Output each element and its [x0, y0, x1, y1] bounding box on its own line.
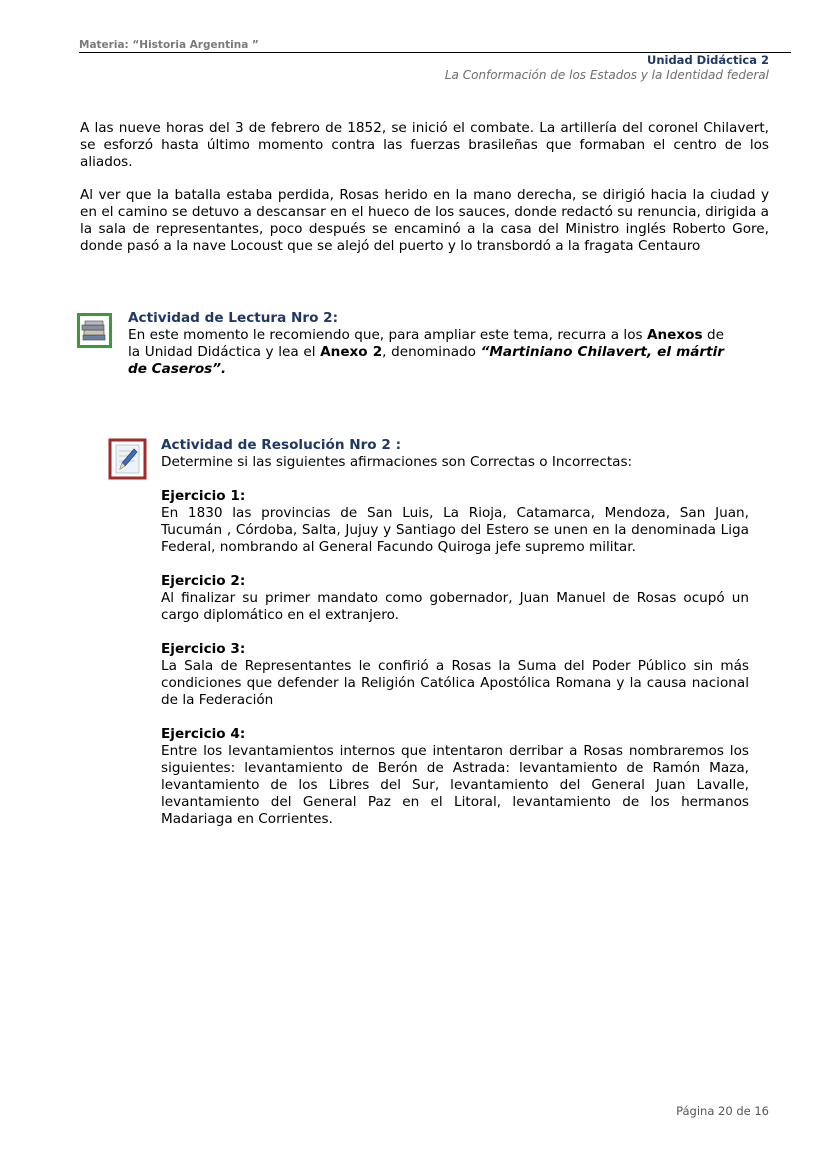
lectura-title: Actividad de Lectura Nro 2: — [128, 310, 339, 326]
lectura-bold-anexos: Anexos — [646, 327, 703, 343]
ejercicio-1-text: En 1830 las provincias de San Luis, La Rioja, Catamarca, Mendoza, San Juan, Tucumán , Córdoba, Salta, Jujuy y Santiago del Estero se unen en la denominada Liga Federal, nombrando al General Facundo Quiroga jefe supremo militar. — [161, 505, 749, 555]
resolucion-title: Actividad de Resolución Nro 2 : — [161, 437, 402, 453]
pencil-icon — [107, 436, 148, 481]
books-icon — [77, 313, 112, 348]
lectura-text-b: de la Unidad Didáctica y lea el — [128, 327, 724, 360]
lectura-text — [128, 327, 724, 378]
ejercicio-2-text: Al finalizar su primer mandato como gobernador, Juan Manuel de Rosas ocupó un cargo diplomático en el extranjero. — [161, 590, 749, 623]
paragraph-combate: A las nueve horas del 3 de febrero de 1852, se inició el combate. La artillería del coronel Chilavert, se esforzó hasta último momento contra las fuerzas brasileñas que formaban el centro de los aliados. — [80, 120, 769, 170]
lectura-text-a: En este momento le recomiendo que, para ampliar este tema, recurra a los — [128, 327, 647, 343]
ejercicio-3-title: Ejercicio 3: — [161, 641, 246, 657]
lectura-anexo-title: “Martiniano Chilavert, el mártir de Caseros”. — [128, 344, 724, 377]
lectura-text-c: , denominado — [382, 344, 481, 360]
unidad-subtitle: La Conformación de los Estados y la Identidad federal — [444, 68, 769, 82]
paragraph-batalla: Al ver que la batalla estaba perdida, Rosas herido en la mano derecha, se dirigió hacia la ciudad y en el camino se detuvo a descansar en el hueco de los sauces, donde redactó su renuncia, dirigida a la sala de representantes, poco después se encaminó a la casa del Ministro inglés Roberto Gore, donde pasó a la nave Locoust que se alejó del puerto y lo transbordó a la fragata Centauro — [80, 187, 769, 254]
actividad-resolucion — [161, 437, 749, 828]
ejercicio-2-title: Ejercicio 2: — [161, 573, 246, 589]
ejercicio-3-text: La Sala de Representantes le confirió a Rosas la Suma del Poder Público sin más condiciones que defender la Religión Católica Apostólica Romana y la causa nacional de la Federación — [161, 658, 749, 708]
ejercicio-4-title: Ejercicio 4: — [161, 726, 246, 742]
materia-label: Materia: “Historia Argentina ” — [79, 39, 259, 51]
resolucion-intro: Determine si las siguientes afirmaciones son Correctas o Incorrectas: — [161, 454, 633, 470]
unidad-label: Unidad Didáctica 2 — [646, 53, 769, 67]
ejercicio-4-text: Entre los levantamientos internos que intentaron derribar a Rosas nombraremos los siguientes: levantamiento de Berón de Astrada: levantamiento de Ramón Maza, levantamiento de los Libres del Sur, levantamiento del General Juan Lavalle, levantamiento del General Paz en el Litoral, levantamiento de los hermanos Madariaga en Corrientes. — [161, 743, 749, 827]
ejercicio-1-title: Ejercicio 1: — [161, 488, 246, 504]
lectura-bold-anexo2: Anexo 2 — [320, 344, 383, 360]
page-number: Página 20 de 16 — [676, 1104, 769, 1118]
actividad-lectura — [128, 310, 724, 378]
